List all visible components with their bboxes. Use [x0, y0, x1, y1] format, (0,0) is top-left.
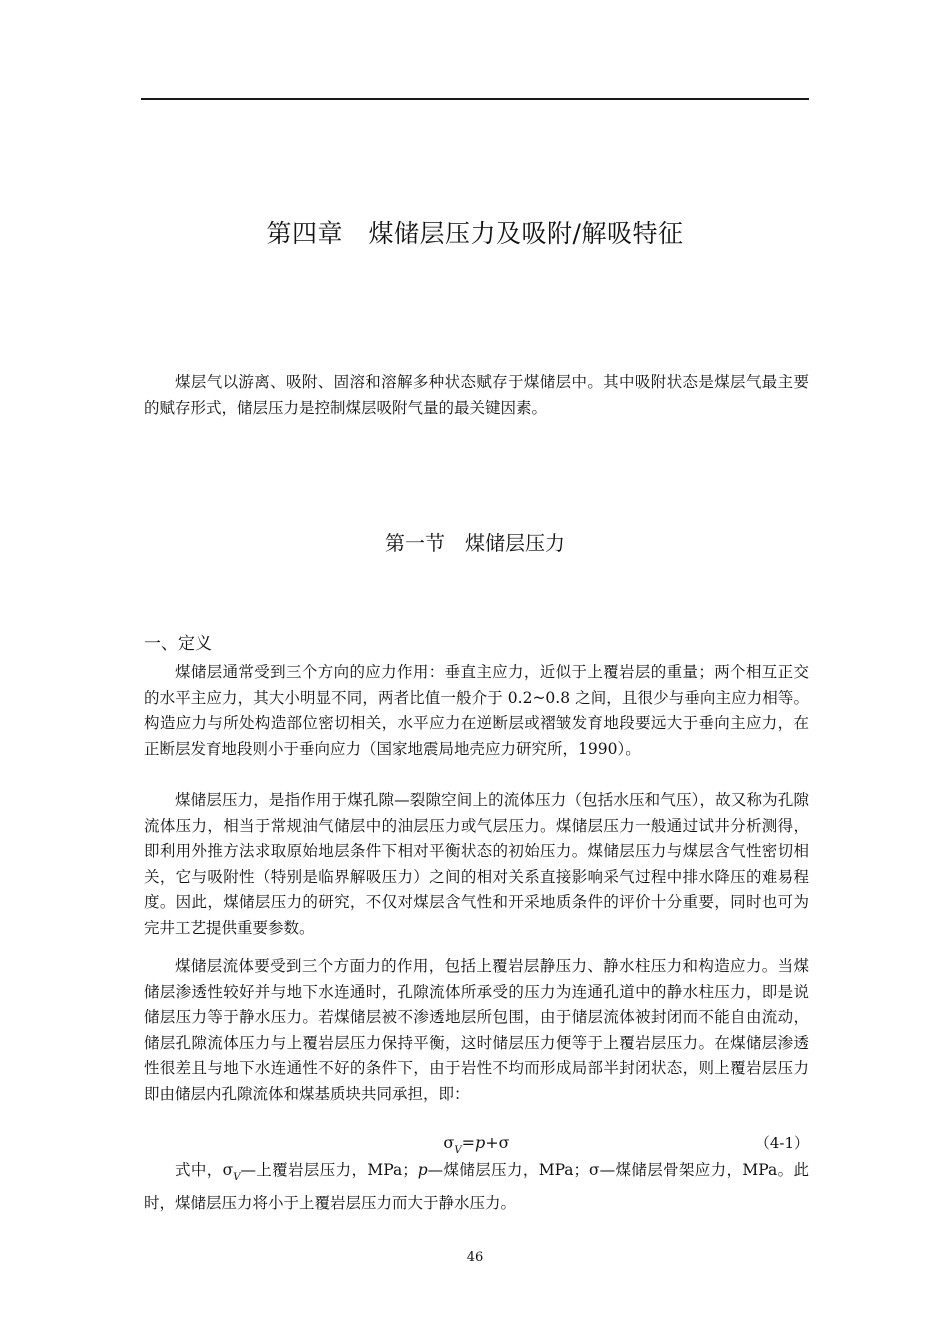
equation-4-1: [144, 1128, 809, 1158]
body-paragraph: 煤储层通常受到三个方向的应力作用：垂直主应力，近似于上覆岩层的重量；两个相互正交的水平主应力，其大小明显不同，两者比值一般介于 0.2~0.8 之间，且很少与垂向主应力相等。构造应力与所处构造部位密切相关，水平应力在逆断层或褶皱发育地段要远大于垂向主应力，在正断层发育地段则小于垂向应力（国家地震局地壳应力研究所，1990）。: [144, 663, 809, 758]
formula-plus-sigma: +σ: [485, 1133, 510, 1152]
equation-number: （4-1）: [754, 1134, 809, 1152]
body-paragraph: 煤储层压力，是指作用于煤孔隙—裂隙空间上的流体压力（包括水压和气压），故又称为孔隙流体压力，相当于常规油气储层中的油层压力或气层压力。煤储层压力一般通过试井分析测得，即利用外推方法求取原始地层条件下相对平衡状态的初始压力。煤储层压力与煤层含气性密切相关，它与吸附性（特别是临界解吸压力）之间的相对关系直接影响采气过程中排水降压的难易程度。因此，煤储层压力的研究，不仅对煤层含气性和开采地质条件的评价十分重要，同时也可为完井工艺提供重要参数。: [144, 791, 809, 937]
where-subscript: V: [233, 1172, 241, 1183]
formula-subscript: V: [454, 1145, 462, 1156]
subsection-heading: 一、定义: [144, 634, 212, 654]
where-sigma: σ: [222, 1161, 234, 1179]
where-paragraph: [144, 1158, 809, 1216]
formula-p: p: [474, 1133, 486, 1152]
where-p: p: [417, 1161, 428, 1179]
where-part2: —煤储层压力，MPa；σ—煤储层骨架应力，MPa。此时，煤储层压力将小于上覆岩层压力而大于静水压力。: [144, 1161, 809, 1212]
where-part1: —上覆岩层压力，MPa；: [240, 1161, 418, 1179]
section-title: 第一节 煤储层压力: [385, 531, 565, 555]
page-number: 46: [466, 1250, 484, 1265]
where-lead: 式中，: [175, 1161, 223, 1179]
chapter-title: 第四章 煤储层压力及吸附/解吸特征: [266, 219, 684, 248]
body-paragraph: 煤储层流体要受到三个方面力的作用，包括上覆岩层静压力、静水柱压力和构造应力。当煤储层渗透性较好并与地下水连通时，孔隙流体所承受的压力为连通孔道中的静水柱压力，即是说储层压力等于静水压力。若煤储层被不渗透地层所包围，由于储层流体被封闭而不能自由流动，储层孔隙流体压力与上覆岩层压力保持平衡，这时储层压力便等于上覆岩层压力。在煤储层渗透性很差且与地下水连通性不好的条件下，由于岩性不均而形成局部半封闭状态，则上覆岩层压力即由储层内孔隙流体和煤基质块共同承担，即：: [144, 957, 809, 1103]
intro-paragraph: 煤层气以游离、吸附、固溶和溶解多种状态赋存于煤储层中。其中吸附状态是煤层气最主要的赋存形式，储层压力是控制煤层吸附气量的最关键因素。: [144, 373, 809, 417]
formula-equals: =: [461, 1133, 475, 1152]
formula-sigma: σ: [443, 1133, 455, 1152]
header-rule: [141, 98, 809, 100]
